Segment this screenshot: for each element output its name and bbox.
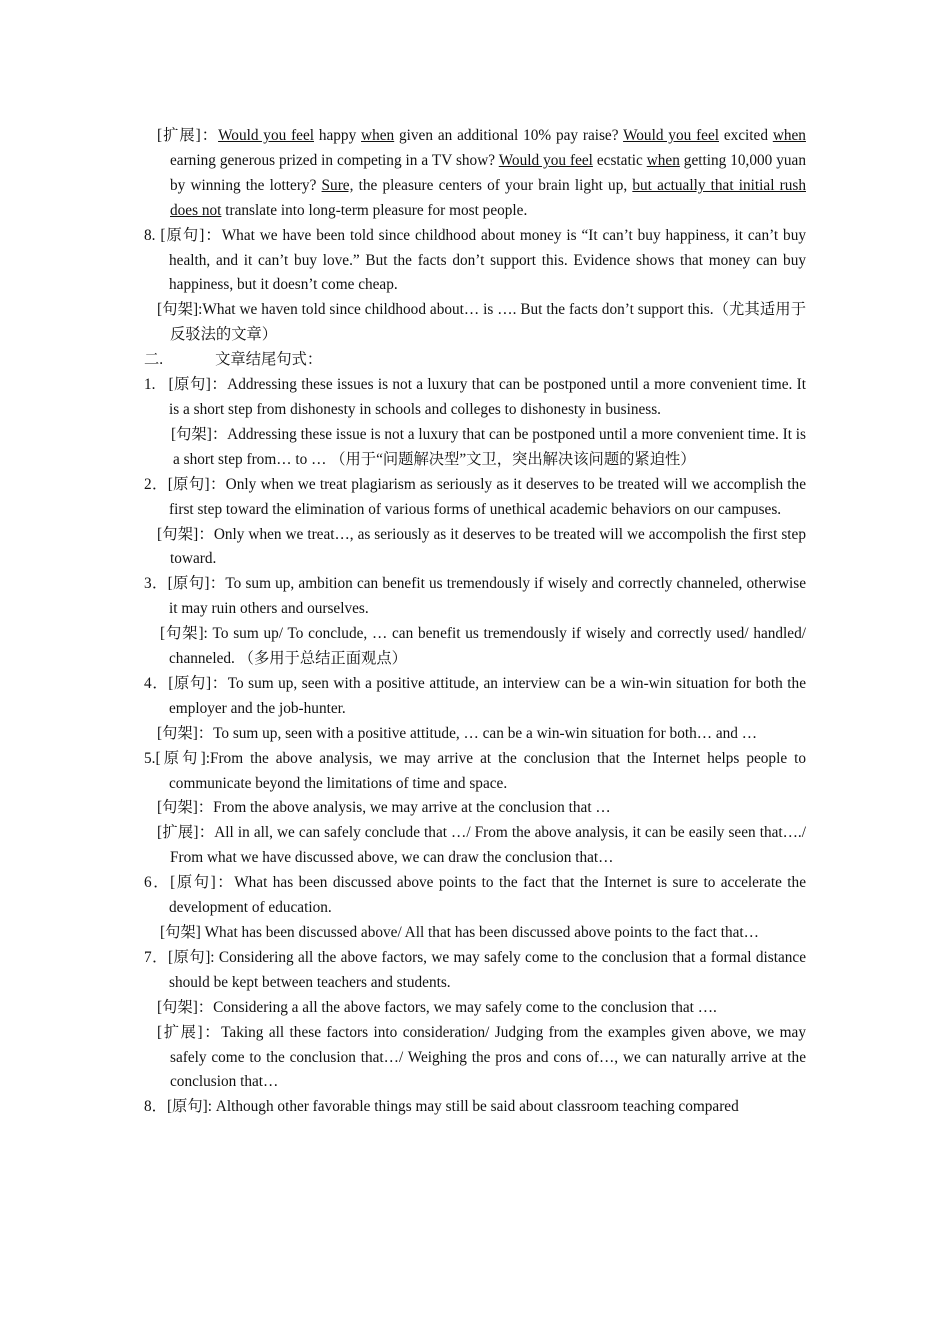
item-7-original: 7．[原句]: Considering all the above factors, we may safely come to the conclusion that a formal distance should be kept between teachers and students. [144,948,807,991]
item-4-original: 4．[原句]：To sum up, seen with a positive attitude, an interview can be a win-win situation for both the employer and the job-hunter. [144,674,806,717]
item-6-original: 6．[原句]：What has been discussed above points to the fact that the Internet is sure to accelerate the development of education. [144,874,806,917]
top-extension: [扩展]：Would you feel happy when given an additional 10% pay raise? Would you feel excited when earning generous prized in competing in a TV show? Would you feel ecstatic when getting 10,000 yuan by winning the lottery? Sure, the pleasure centers of your brain light up, but actually that initial rush does not translate into long-term pleasure for most people. [157,127,806,219]
item-8-original: 8. [原句]：What we have been told since childhood about money is “It can’t buy happiness, it can’t buy health, and it can’t buy love.” But the facts don’t support this. Evidence shows that money can buy happiness, but it doesn’t come cheap. [144,226,806,294]
item-5-frame: [句架]：From the above analysis, we may arrive at the conclusion that … [157,799,611,817]
item-5-original: 5.[原句]:From the above analysis, we may arrive at the conclusion that the Internet helps people to communicate beyond the limitations of time and space. [144,749,806,792]
item-1-frame: [句架]：Addressing these issue is not a luxury that can be postponed until a more convenient time. It is a short step from… to … （用于“问题解决型”文卫，突出解决该问题的紧迫性） [171,425,806,468]
item-8-closing-original: 8．[原句]: Although other favorable things may still be said about classroom teaching compared [144,1098,739,1116]
item-2-frame: [句架]：Only when we treat…, as seriously as it deserves to be treated will we accompolish the first step toward. [157,525,806,568]
item-3-original: 3．[原句]：To sum up, ambition can benefit us tremendously if wisely and correctly channeled, otherwise it may ruin others and ourselves. [144,575,806,618]
document-page [144,124,806,1120]
item-1-original: 1. [原句]：Addressing these issues is not a luxury that can be postponed until a more convenient time. It is a short step from dishonesty in schools and colleges to dishonesty in business. [144,376,806,418]
item-7-extension: [扩展]：Taking all these factors into consideration/ Judging from the examples given above, we may safely come to the conclusion that…/ Weighing the pros and cons of…, we can naturally arrive at the conclusion that… [157,1023,806,1091]
item-6-frame: [句架] What has been discussed above/ All that has been discussed above points to the fact that… [160,924,759,941]
item-5-extension: [扩展]：All in all, we can safely conclude that …/ From the above analysis, it can be easily seen that…./ From what we have discussed above, we can draw the conclusion that… [157,824,806,867]
item-2-original: 2．[原句]：Only when we treat plagiarism as seriously as it deserves to be treated will we accomplish the first step toward the elimination of various forms of unethical academic behaviors on our campuses. [144,475,806,518]
item-4-frame: [句架]：To sum up, seen with a positive attitude, … can be a win-win situation for both… and … [157,724,758,742]
item-3-frame: [句架]: To sum up/ To conclude, … can benefit us tremendously if wisely and correctly used/ handled/ channeled. （多用于总结正面观点） [160,625,806,668]
section-heading: 二. 文章结尾句式： [144,351,323,369]
item-7-frame: [句架]：Considering a all the above factors, we may safely come to the conclusion that …. [157,998,717,1016]
item-8-frame: [句架]:What we haven told since childhood about… is …. But the facts don’t support this.（尤其适用于反驳法的文章） [157,301,806,344]
